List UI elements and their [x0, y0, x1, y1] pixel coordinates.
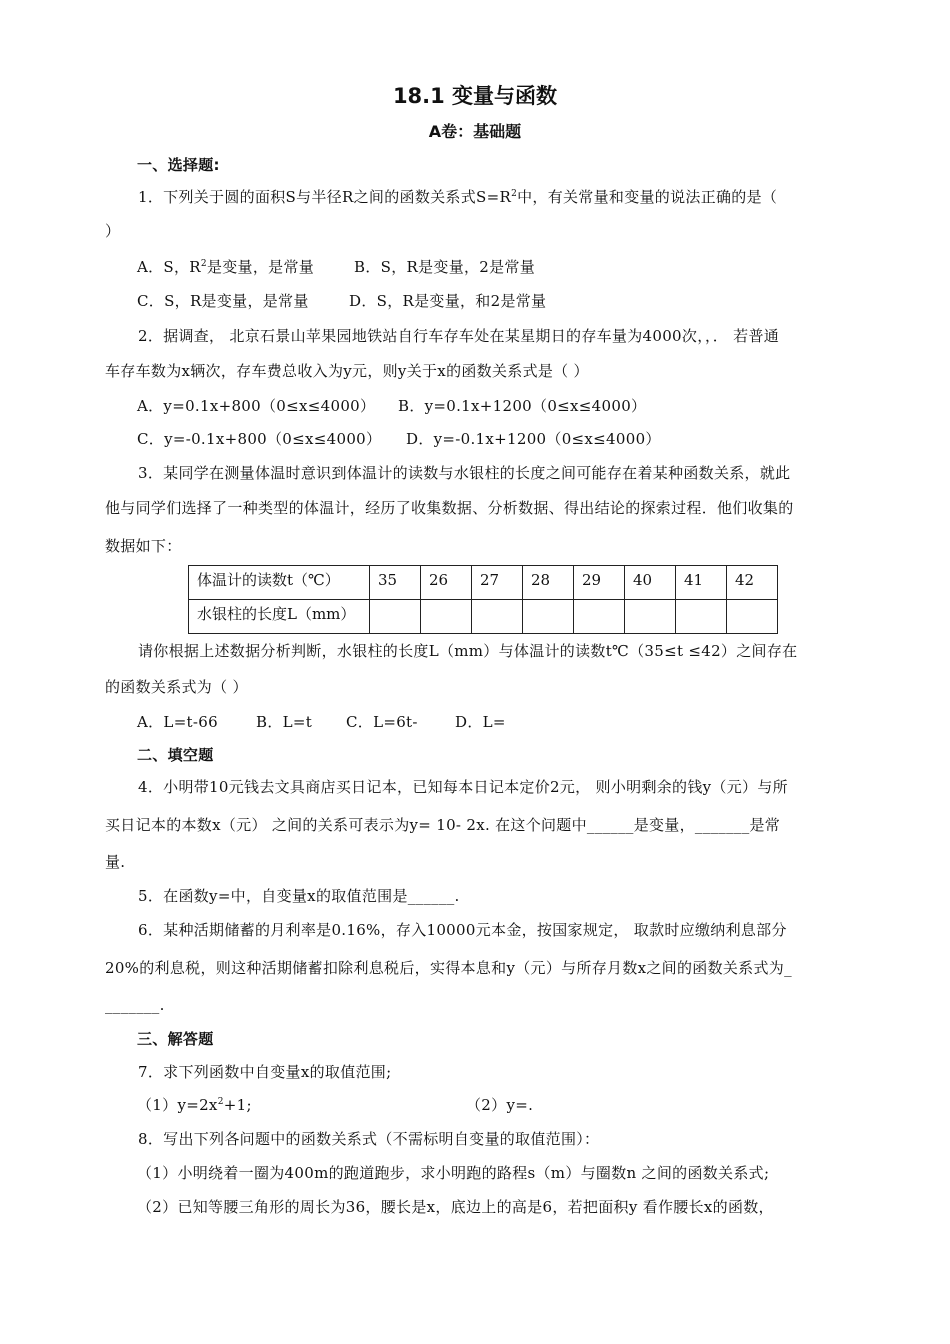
table-cell	[421, 600, 472, 634]
question-6-cont2: _______.	[105, 996, 165, 1014]
question-4: 4．小明带10元钱去文具商店买日记本，已知每本日记本定价2元， 则小明剩余的钱y（元）与所	[138, 778, 788, 796]
q3-option-a: A．L=t-66	[137, 713, 218, 731]
page-title: 18.1 变量与函数	[392, 84, 558, 108]
question-7: 7．求下列函数中自变量x的取值范围;	[138, 1063, 392, 1081]
q2-option-c: C．y=-0.1x+800（0≤x≤4000）	[137, 430, 382, 448]
question-6-cont: 20%的利息税，则这种活期储蓄扣除利息税后，实得本息和y（元）与所存月数x之间的函数关系式为_	[105, 959, 792, 977]
question-2-cont: 车存车数为x辆次，存车费总收入为y元，则y关于x的函数关系式是（ ）	[105, 362, 589, 380]
table-cell	[523, 600, 574, 634]
question-3-cont3: 请你根据上述数据分析判断，水银柱的长度L（mm）与体温计的读数t℃（35≤t ≤42）之间存在	[138, 642, 798, 660]
table-cell: 27	[472, 566, 523, 600]
question-8: 8．写出下列各问题中的函数关系式（不需标明自变量的取值范围）：	[138, 1130, 600, 1148]
q7-part-2: （2）y=.	[466, 1096, 534, 1114]
question-1-cont: ）	[105, 222, 121, 240]
question-1: 1．下列关于圆的面积S与半径R之间的函数关系式$S=R^2$中，有关常量和变量的说法正确的是（	[138, 188, 778, 206]
page-subtitle: A卷：基础题	[428, 122, 522, 141]
thermometer-data-table	[188, 565, 778, 634]
question-2: 2．据调查， 北京石景山苹果园地铁站自行车存车处在某星期日的存车量为4000次，，． 若普通	[138, 327, 780, 345]
table-cell	[676, 600, 727, 634]
table-cell: 42	[727, 566, 778, 600]
table-cell	[727, 600, 778, 634]
q3-option-d: D．L=	[455, 713, 506, 731]
table-cell	[370, 600, 421, 634]
q1-option-c: C．S，R是变量，是常量	[137, 292, 309, 310]
table-cell: 35	[370, 566, 421, 600]
q2-option-b: B．y=0.1x+1200（0≤x≤4000）	[398, 397, 647, 415]
q3-option-c: C．L=6t-	[346, 713, 418, 731]
question-3: 3．某同学在测量体温时意识到体温计的读数与水银柱的长度之间可能存在着某种函数关系，就此	[138, 464, 791, 482]
table-cell	[625, 600, 676, 634]
table-cell: 29	[574, 566, 625, 600]
table-cell: 40	[625, 566, 676, 600]
table-cell: 41	[676, 566, 727, 600]
section-choice-heading: 一、选择题:	[137, 156, 220, 174]
q2-option-a: A．y=0.1x+800（0≤x≤4000）	[137, 397, 376, 415]
q1-option-d: D．S，R是变量，和2是常量	[349, 292, 547, 310]
table-cell: 26	[421, 566, 472, 600]
q2-option-d: D．y=-0.1x+1200（0≤x≤4000）	[406, 430, 661, 448]
q3-option-b: B．L=t	[256, 713, 313, 731]
section-fill-heading: 二、填空题	[137, 746, 214, 764]
question-4-cont: 买日记本的本数x（元） 之间的关系可表示为y= 10- 2x. 在这个问题中______是变量，_______是常	[105, 816, 781, 834]
question-3-cont: 他与同学们选择了一种类型的体温计，经历了收集数据、分析数据、得出结论的探索过程．他们收集的	[105, 499, 794, 517]
question-6: 6．某种活期储蓄的月利率是0.16%，存入10000元本金，按国家规定， 取款时应缴纳利息部分	[138, 921, 787, 939]
section-answer-heading: 三、解答题	[137, 1030, 214, 1048]
q7-part-1: $(1)y=2x^2+1$;	[137, 1096, 252, 1114]
q8-part-2: （2）已知等腰三角形的周长为36，腰长是x，底边上的高是6，若把面积y 看作腰长x的函数，	[137, 1198, 774, 1216]
table-row	[189, 566, 778, 600]
question-3-cont2: 数据如下：	[105, 537, 182, 555]
question-4-cont2: 量.	[105, 853, 126, 871]
question-5: 5．在函数y=中，自变量x的取值范围是______.	[138, 887, 460, 905]
table-cell	[574, 600, 625, 634]
question-3-cont4: 的函数关系式为（ ）	[105, 678, 248, 696]
table-header-cell: 水银柱的长度L（mm）	[189, 600, 370, 634]
q1-option-a: A．S，$R^2$是变量，是常量	[137, 258, 315, 276]
q1-option-b: B．S，R是变量，2是常量	[354, 258, 536, 276]
table-row	[189, 600, 778, 634]
table-cell	[472, 600, 523, 634]
table-cell: 28	[523, 566, 574, 600]
table-header-cell: 体温计的读数t（℃）	[189, 566, 370, 600]
q8-part-1: （1）小明绕着一圈为400m的跑道跑步，求小明跑的路程s（m）与圈数n 之间的函数关系式;	[137, 1164, 770, 1182]
